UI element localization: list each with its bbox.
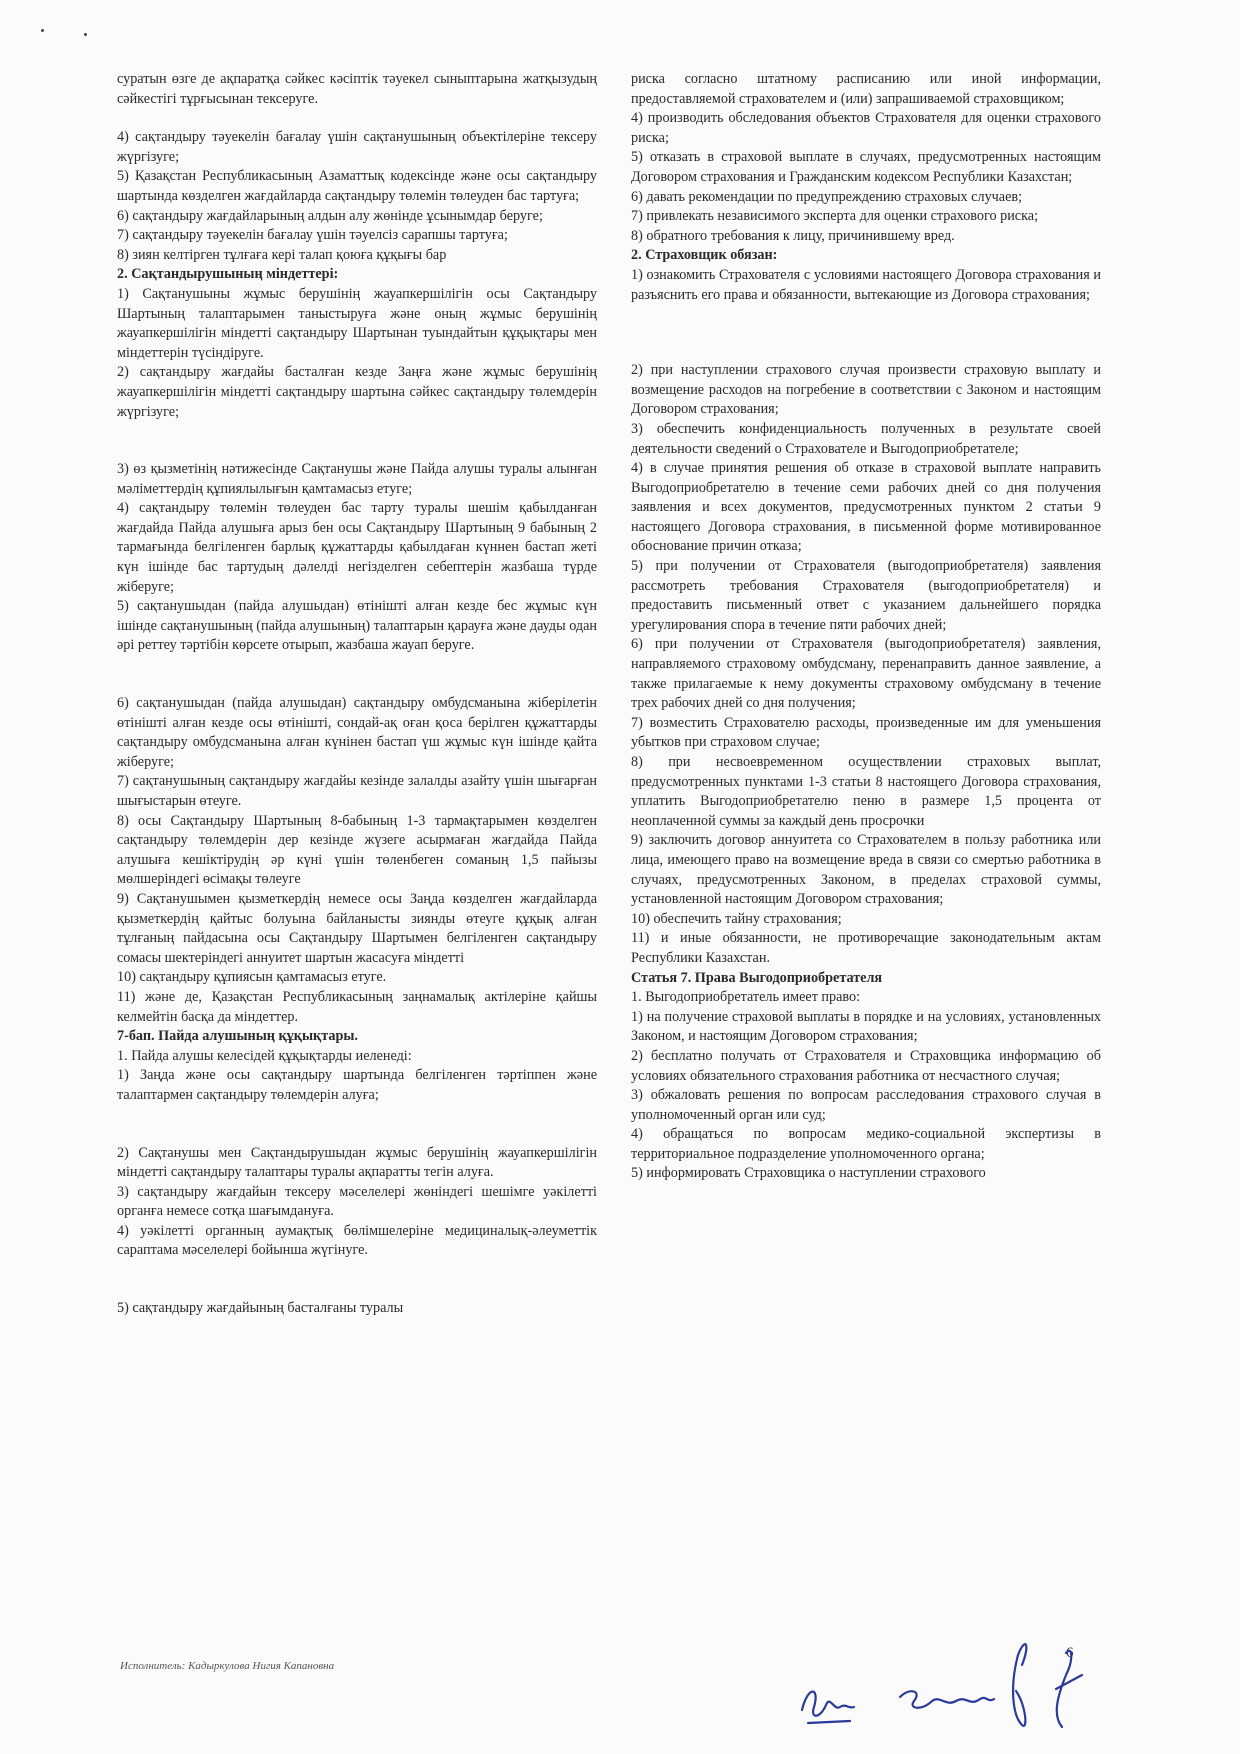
ru-paragraph: 3) обеспечить конфиденциальность полученных в результате своей деятельности сведений о Страхователе и Выгодоприобретателе; <box>631 420 1101 457</box>
ru-paragraph: 2) при наступлении страхового случая произвести страховую выплату и возмещение расходов на погребение в соответствии с Законом и настоящим Договором страхования; <box>631 362 1101 418</box>
kz-paragraph: 8) осы Сақтандыру Шартының 8-бабының 1-3 тармақтарымен көзделген сақтандыру төлемдерін дер кезінде жүзеге асырмаған жағдайда Пайда алушыға кешіктірудің әр күні үшін төленбеген соманың 1,5 пайызы мөлшеріндегі өсімақы төлеуге <box>117 812 597 888</box>
executor-footer: Исполнитель: Кадыркулова Нигия Капановна <box>120 1660 335 1672</box>
kazakh-text-column <box>117 70 597 1319</box>
ru-paragraph: 5) при получении от Страхователя (выгодоприобретателя) заявления рассмотреть требования Страхователя (выгодоприобретателя) и предоставить письменный ответ с указанием дальнейшего порядка урегулирования спора в течение пяти рабочих дней; <box>631 558 1101 633</box>
kz-paragraph: 6) сақтанушыдан (пайда алушыдан) сақтандыру омбудсманына жіберілетін өтінішті алған кезде осы өтінішті, сондай-ақ оған қоса берілген құжаттарды сақтандыру омбудсманына алған күнінен бастап үш жұмыс күн ішінде қайта жіберуге; <box>117 695 597 770</box>
signature-stroke <box>1013 1644 1026 1726</box>
paragraph-gap <box>117 1106 597 1144</box>
russian-text-column <box>631 70 1101 1184</box>
kz-paragraph: 4) сақтандыру тәуекелін бағалау үшін сақтанушының объектілеріне тексеру жүргізуге; <box>117 129 597 165</box>
kz-paragraph: 9) Сақтанушымен қызметкердің немесе осы Заңда көзделген жағдайларда қызметкердің қайтыс болуына байланысты зиянды өтеуге құқық алған тұлғаның пайдасына осы Сақтандыру Шартымен белгіленген сақтандыру сомасы шектеріндегі аннуитет шартын жасасуға міндетті <box>117 890 597 966</box>
kz-paragraph: 1. Пайда алушы келесідей құқықтарды иеленеді: <box>117 1047 412 1064</box>
kz-paragraph: 3) сақтандыру жағдайын тексеру мәселелері жөніндегі шешімге уәкілетті органға немесе сотқа шағымдануға. <box>117 1183 597 1220</box>
kz-paragraph: 7) сақтандыру тәуекелін бағалау үшін тәуелсіз сарапшы тартуға; <box>117 227 508 244</box>
ru-paragraph: 11) и иные обязанности, не противоречащие законодательным актам Республики Казахстан. <box>631 930 1101 966</box>
paragraph-gap <box>117 1261 597 1299</box>
signature-stroke <box>900 1691 994 1708</box>
paragraph-gap <box>631 305 1101 361</box>
kz-paragraph: 3) өз қызметінің нәтижесінде Сақтанушы және Пайда алушы туралы алынған мәліметтердің құпиялылығын қамтамасыз етуге; <box>117 461 597 497</box>
paragraph-gap <box>117 656 597 694</box>
handwritten-signatures <box>790 1615 1090 1745</box>
paragraph-gap <box>117 422 597 460</box>
ru-paragraph: 6) при получении от Страхователя (выгодоприобретателя) заявления, направляемого страховому омбудсману, перенаправить данное заявление, а также прилагаемые к нему документы страховому омбудсману в течение трех рабочих дней со дня получения; <box>631 636 1101 712</box>
ru-paragraph: 4) производить обследования объектов Страхователя для оценки страхового риска; <box>631 110 1101 146</box>
ru-heading: Статья 7. Права Выгодоприобретателя <box>631 969 883 986</box>
scan-speck <box>41 29 44 32</box>
ru-paragraph: риска согласно штатному расписанию или иной информации, предоставляемой страхователем и (или) запрашиваемой страховщиком; <box>631 71 1101 107</box>
ru-paragraph: 3) обжаловать решения по вопросам расследования страхового случая в уполномоченный орган или суд; <box>631 1087 1101 1123</box>
kz-paragraph: 4) уәкілетті органның аумақтық бөлімшелеріне медициналық-әлеуметтік сараптама мәселелері бойынша жүгінуге. <box>117 1222 597 1259</box>
kz-paragraph: 7) сақтанушының сақтандыру жағдайы кезінде залалды азайту үшін шығарған шығыстарын өтеуге. <box>117 773 597 809</box>
ru-paragraph: 1. Выгодоприобретатель имеет право: <box>631 989 861 1006</box>
kz-paragraph: суратын өзге де ақпаратқа сәйкес кәсіптік тәуекел сыныптарына жатқызудың сәйкестігі тұрғысынан тексеруге. <box>117 71 597 107</box>
kz-paragraph: 10) сақтандыру құпиясын қамтамасыз етуге. <box>117 969 387 986</box>
ru-paragraph: 1) на получение страховой выплаты в порядке и на условиях, установленных Законом, и настоящим Договором страхования; <box>631 1008 1101 1045</box>
ru-paragraph: 8) при несвоевременном осуществлении страховых выплат, предусмотренных пунктами 1-3 статьи 8 настоящего Договора страхования, уплатить Выгодоприобретателю пеню в размере 1,5 процента от неоплаченной суммы за каждый день просрочки <box>631 754 1101 829</box>
ru-paragraph: 9) заключить договор аннуитета со Страхователем в пользу работника или лица, имеющего право на возмещение вреда в связи со смертью работника в случаях, предусмотренных Законом, в пределах страховой суммы, установленной настоящим Договором страхования; <box>631 832 1101 908</box>
ru-paragraph: 7) привлекать независимого эксперта для оценки страхового риска; <box>631 208 1039 225</box>
ru-paragraph: 8) обратного требования к лицу, причинившему вред. <box>631 227 955 244</box>
paragraph-gap <box>117 109 597 128</box>
ru-heading: 2. Страховщик обязан: <box>631 247 778 264</box>
kz-paragraph: 1) Заңда және осы сақтандыру шартында белгіленген тәртіппен және талаптармен сақтандыру төлемдерін алуға; <box>117 1067 597 1103</box>
ru-paragraph: 7) возместить Страхователю расходы, произведенные им для уменьшения убытков при страховом случае; <box>631 714 1101 751</box>
ru-paragraph: 5) информировать Страховщика о наступлении страхового <box>631 1165 986 1182</box>
ru-paragraph: 4) обращаться по вопросам медико-социальной экспертизы в территориальное подразделение уполномоченного органа; <box>631 1126 1101 1162</box>
kz-paragraph: 1) Сақтанушыны жұмыс берушінің жауапкершілігін осы Сақтандыру Шартының талаптарымен таныстыруға және оның жұмыс берушінің жауапкершілігін міндетті сақтандыру Шартынан туындайтын құқықтары мен міндеттерін түсіндіруге. <box>117 285 597 361</box>
ru-paragraph: 6) давать рекомендации по предупреждению страховых случаев; <box>631 188 1023 205</box>
kz-paragraph: 5) Қазақстан Республикасының Азаматтық кодексінде және осы сақтандыру шартында көзделген жағдайларда сақтандыру төлемін төлеуден бас тартуға; <box>117 168 597 204</box>
ru-paragraph: 4) в случае принятия решения об отказе в страховой выплате направить Выгодоприобретателю в течение семи рабочих дней со дня получения заявления и всех документов, предусмотренных пунктом 2 статьи 9 настоящего Договора страхования, в письменной форме мотивированное обоснование причин отказа; <box>631 460 1101 555</box>
kz-paragraph: 4) сақтандыру төлемін төлеуден бас тарту туралы шешім қабылданған жағдайда Пайда алушыға арыз бен осы Сақтандыру Шартының 9 бабының 2 тармағында белгіленген барлық құжаттарды қабылдаған күннен бастап жеті күн ішінде бас тартудың дәлелді негізделген себептерін жазбаша түрде жіберуге; <box>117 500 597 595</box>
kz-paragraph: 8) зиян келтірген тұлғаға кері талап қоюға құқығы бар <box>117 246 447 263</box>
kz-heading: 2. Сақтандырушының міндеттері: <box>117 266 339 283</box>
kz-heading: 7-бап. Пайда алушының құқықтары. <box>117 1028 358 1045</box>
ru-paragraph: 1) ознакомить Страхователя с условиями настоящего Договора страхования и разъяснить его права и обязанности, вытекающие из Договора страхования; <box>631 266 1101 303</box>
signature-stroke <box>808 1721 850 1723</box>
signature-stroke <box>1056 1651 1082 1727</box>
ru-paragraph: 5) отказать в страховой выплате в случаях, предусмотренных настоящим Договором страхования и Гражданским кодексом Республики Казахстан; <box>631 149 1101 185</box>
kz-paragraph: 6) сақтандыру жағдайларының алдын алу жөнінде ұсынымдар беруге; <box>117 207 543 224</box>
kz-paragraph: 5) сақтанушыдан (пайда алушыдан) өтінішті алған кезде бес жұмыс күн ішінде сақтанушының (пайда алушының) талаптарын қарауға және дауды одан әрі реттеу тәртібін көрсете отырып, жазбаша жауап беруге. <box>117 598 597 654</box>
page-number: 6 <box>1066 1645 1074 1661</box>
ru-paragraph: 2) бесплатно получать от Страхователя и Страховщика информацию об условиях обязательного страхования работника от несчастного случая; <box>631 1047 1101 1084</box>
signature-stroke <box>802 1692 854 1716</box>
kz-paragraph: 11) және де, Қазақстан Республикасының заңнамалық актілеріне қайшы келмейтін басқа да міндеттер. <box>117 988 597 1025</box>
kz-paragraph: 5) сақтандыру жағдайының басталғаны туралы <box>117 1300 404 1317</box>
ru-paragraph: 10) обеспечить тайну страхования; <box>631 910 842 927</box>
kz-paragraph: 2) сақтандыру жағдайы басталған кезде Заңға және жұмыс берушінің жауапкершілігін міндетті сақтандыру шартына сәйкес сақтандыру төлемдерін жүргізуге; <box>117 364 597 420</box>
kz-paragraph: 2) Сақтанушы мен Сақтандырушыдан жұмыс берушінің жауапкершілігін міндетті сақтандыру талаптары туралы ақпаратты тегін алуға. <box>117 1144 597 1181</box>
scan-speck <box>84 33 87 36</box>
